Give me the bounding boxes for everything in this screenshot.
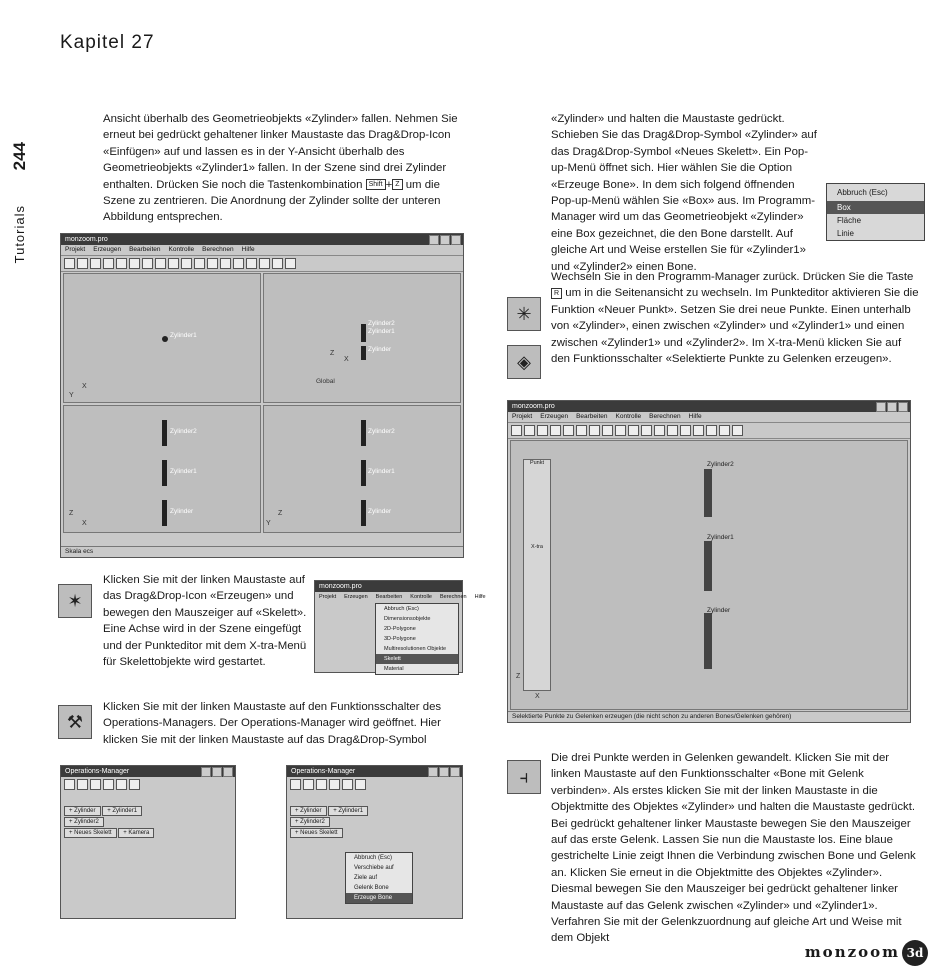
plus-sign: + [385,178,393,191]
label-global: Global [316,378,335,385]
label-zylinder: Zylinder [707,607,731,614]
tool-icon[interactable] [576,425,587,436]
bone-box [704,541,712,591]
tool-icon[interactable] [116,258,127,269]
menu-projekt[interactable]: Projekt [512,413,533,420]
menu-kontrolle[interactable]: Kontrolle [410,594,432,600]
menu-kontrolle[interactable]: Kontrolle [168,246,195,253]
axis-z: Z [278,510,283,517]
minimize-icon[interactable] [428,767,438,777]
menu-item[interactable]: Abbruch (Esc) [837,188,888,197]
viewport-bottom-right[interactable] [263,405,461,533]
left-paragraph-3: Klicken Sie mit der linken Maustaste auf den Funktionsschalter des Operations-Managers. Der Operations-Manager wird geöffnet. Hier klicken Sie mit der linken Maustaste auf das Drag&Drop-Symbol [103,701,442,746]
axis-x: X [535,693,540,700]
minimize-icon[interactable] [201,767,211,777]
cylinder-shape [361,460,366,486]
viewport-top-right[interactable] [263,273,461,403]
menu-item-erzeuge-bone[interactable]: Erzeuge Bone [346,893,412,903]
tool-icon[interactable] [602,425,613,436]
tool-icon[interactable] [628,425,639,436]
close-icon[interactable] [451,235,461,245]
tool-icon[interactable] [316,779,327,790]
tool-icon[interactable] [589,425,600,436]
axis-x: X [344,356,349,363]
tool-icon[interactable] [90,258,101,269]
label-zylinder: Zylinder [368,346,392,353]
cylinder-shape [162,460,167,486]
menu-hilfe[interactable]: Hilfe [474,594,486,600]
monzoom-logo [805,940,928,966]
menu-item[interactable]: Linie [837,229,854,238]
z-key-icon: Z [392,179,402,190]
menu-kontrolle[interactable]: Kontrolle [615,413,642,420]
menu-item[interactable]: Verschiebe auf [354,865,394,871]
tool-icon[interactable] [77,779,88,790]
toolbar [508,422,910,439]
dnd-neues-skelett[interactable]: + Neues Skelett [64,828,117,838]
window-titlebar [61,766,235,777]
menu-item[interactable]: Abbruch (Esc) [354,855,393,861]
menu-bar [61,245,463,255]
left-paragraph-2: Klicken Sie mit der linken Maustaste auf das Drag&Drop-Icon «Erzeugen» und bewegen den Mauszeiger auf «Skelett». Eine Achse wird in der Szene eingefügt und der Punkteditor mit dem X-tra-Menü für Skelettobjekte wird gestartet. [103,574,307,669]
tool-icon[interactable] [641,425,652,436]
status-bar: Selektierte Punkte zu Gelenken erzeugen (die nicht schon zu anderen Bones/Gelenken gehören) [508,711,910,722]
menu-erzeugen[interactable]: Erzeugen [344,594,368,600]
maximize-icon[interactable] [440,235,450,245]
tool-icon[interactable] [654,425,665,436]
label-zylinder2: Zylinder2 [170,428,197,435]
menu-projekt[interactable]: Projekt [319,594,337,600]
left-paragraph-1 [103,111,471,226]
menu-item[interactable]: 2D-Polygone [384,626,416,632]
right-paragraph-2 [551,269,921,367]
label-zylinder2: Zylinder2 [368,320,395,327]
opman-items [64,808,154,836]
label-zylinder: Zylinder [170,508,194,515]
tool-icon[interactable] [550,425,561,436]
label-zylinder1: Zylinder1 [368,328,395,335]
tool-icon[interactable] [155,258,166,269]
menu-item[interactable]: Gelenk Bone [354,885,389,891]
close-icon[interactable] [450,767,460,777]
tool-icon[interactable] [259,258,270,269]
minimize-icon[interactable] [429,235,439,245]
menu-bar [508,412,910,422]
window-titlebar [287,766,462,777]
tool-icon[interactable] [246,258,257,269]
axis-z: Z [516,673,521,680]
menu-item[interactable]: Fläche [837,216,862,225]
menu-item[interactable]: Abbruch (Esc) [384,606,419,612]
tool-icon[interactable] [181,258,192,269]
dnd-zylinder2[interactable]: + Zylinder2 [64,817,104,827]
label-zylinder2: Zylinder2 [368,428,395,435]
tool-icon[interactable] [693,425,704,436]
window-title: monzoom.pro [512,403,555,410]
tool-icon[interactable] [129,779,140,790]
section-label: Tutorials [12,205,27,264]
logo-text: monzoom [804,943,900,961]
logo-badge: 3d [902,940,928,966]
right-paragraph-2-end: um in die Seitenansicht zu wechseln. Im Punkteditor aktivieren Sie die Funktion «Neuer Punkt». Setzen Sie drei neue Punkte. Einen unterhalb von «Zylinder», einen zwischen «Zylinder» und «Zylinder1» und einen zwischen «Zylinder1» und «Zylinder2». Im X-tra-Menü klicken Sie auf den Funktionsschalter «Selektierte Punkte zu Gelenken erzeugen». [551,287,919,366]
operations-manager-window [60,765,236,919]
menu-item[interactable]: Multiresolutionen Objekte [384,646,447,652]
neuer-punkt-icon: ✳ [507,297,541,331]
monzoom-window-4views [60,233,464,558]
dnd-zylinder[interactable]: + Zylinder [290,806,327,816]
tool-icon[interactable] [64,258,75,269]
window-title: Operations-Manager [65,768,130,775]
window-title: Operations-Manager [291,768,356,775]
menu-bearbeiten[interactable]: Bearbeiten [129,246,161,253]
minimize-icon[interactable] [876,402,886,412]
maximize-icon[interactable] [212,767,222,777]
label-zylinder1: Zylinder1 [707,534,734,541]
cylinder-shape [361,420,366,446]
cylinder-shape [361,324,366,342]
left-paragraph-1-text: Ansicht überhalb des Geometrieobjekts «Zylinder» fallen. Nehmen Sie erneut bei gedrückt gehaltener linker Maustaste das Drag&Drop-Icon «Einfügen» auf und lassen es in der Y-Ansicht überhalb des Geometrieobjekts «Zylinder1» fallen. In der Szene sind drei Zylinder enthalten. Drücken Sie noch die Tastenkombination [103,113,458,191]
menu-item-skelett[interactable]: Skelett [376,654,458,664]
tool-icon[interactable] [129,258,140,269]
menu-item-box[interactable]: Box [827,201,924,214]
right-paragraph-1: «Zylinder» und halten die Maustaste gedrückt. Schieben Sie das Drag&Drop-Symbol «Zylinder» auf das Drag&Drop-Symbol «Neues Skelett». Ein Pop-up-Menü öffnet sich. Hier wählen Sie die Option «Erzeuge Bone». In dem sich folgend öffnenden Pop-up-Menü wählen Sie «Box» aus. Im Programm-Manager wird um das Geometrieobjekt «Zylinder» eine Box gezeichnet, die den Bone darstellt. Auf gleiche Art und Weise erstellen Sie für «Zylinder1» und «Zylinder2» einen Bone. [551,113,817,273]
window-title: monzoom.pro [319,583,362,590]
maximize-icon[interactable] [887,402,897,412]
dnd-neues-skelett[interactable]: + Neues Skelett [290,828,343,838]
left-paragraph-1-end: um die Szene zu zentrieren. Die Anordnung der Zylinder sollte der unteren Abbildung entsprechen. [103,178,441,224]
menu-item[interactable]: Material [384,666,404,672]
tool-icon[interactable] [563,425,574,436]
tool-icon[interactable] [207,258,218,269]
axis-y: Y [266,520,271,527]
menu-projekt[interactable]: Projekt [65,246,86,253]
erzeugen-menu-window [314,580,486,673]
shift-key-icon: Shift [366,179,386,190]
label-zylinder1: Zylinder1 [368,468,395,475]
status-bar: Skala ecs [61,546,463,557]
cylinder-shape [162,420,167,446]
menu-item[interactable]: Ziele auf [354,875,378,881]
menu-hilfe[interactable]: Hilfe [241,246,255,253]
operations-manager-icon: ⚒ [58,705,92,739]
tool-icon[interactable] [667,425,678,436]
axis-z: Z [69,510,74,517]
axis-x: X [82,383,87,390]
tool-icon[interactable] [511,425,522,436]
tool-icon[interactable] [220,258,231,269]
dnd-zylinder1[interactable]: + Zylinder1 [102,806,142,816]
cylinder-shape [361,500,366,526]
menu-erzeugen[interactable]: Erzeugen [93,246,122,253]
close-icon[interactable] [898,402,908,412]
punkteditor-toolbar [523,459,551,691]
tool-icon[interactable] [142,258,153,269]
tool-icon[interactable] [355,779,366,790]
tool-icon[interactable] [615,425,626,436]
xtra-label: X-tra [531,544,543,550]
tool-icon[interactable] [77,258,88,269]
menu-berechnen[interactable]: Berechnen [649,413,681,420]
toolbar [61,255,463,272]
menu-berechnen[interactable]: Berechnen [202,246,234,253]
bone-box [704,469,712,517]
monzoom-window-side-view [507,400,911,723]
tool-icon[interactable] [103,258,114,269]
opman-popup-menu [345,852,413,904]
right-paragraph-3: Die drei Punkte werden in Gelenken gewandelt. Klicken Sie mit der linken Maustaste auf den Funktionsschalter «Bone mit Gelenk verbinden». Als erstes klicken Sie mit der linken Maustaste in die Objektmitte des Objektes «Zylinder» und halten die Maustaste gedrückt. Bei gedrückt gehaltener linker Maustaste bewegen Sie den Mauszeiger auf das erste Gelenk. Lassen Sie nun die Maustaste los. Eine blaue gestrichelte Linie zeigt Ihnen die Verbindung zwischen Bone und Gelenk an. Klicken Sie erneut in die Objektmitte des Objektes «Zylinder». Diesmal bewegen Sie den Mauszeiger bei gedrückt gehaltener linker Maustaste auf das Gelenk zwischen «Zylinder» und «Zylinder1». Verfahren Sie mit der Gelenkzuordnung auf gleiche Art und Weise mit dem Objekt [551,752,916,945]
bone-gelenk-verbinden-icon: ⫞ [507,760,541,794]
r-key-icon: R [551,288,562,299]
menu-berechnen[interactable]: Berechnen [440,594,467,600]
cylinder-dot [162,336,168,342]
dnd-zylinder[interactable]: + Zylinder [64,806,101,816]
tool-icon[interactable] [103,779,114,790]
window-titlebar [61,234,463,245]
tool-icon[interactable] [90,779,101,790]
menu-item[interactable]: 3D-Polygone [384,636,416,642]
tool-icon[interactable] [290,779,301,790]
label-zylinder2: Zylinder2 [707,461,734,468]
window-titlebar [315,581,462,592]
punkt-label: Punkt [529,460,545,466]
label-zylinder: Zylinder [368,508,392,515]
punkte-zu-gelenken-icon: ◈ [507,345,541,379]
bone-box [704,613,712,669]
tool-icon[interactable] [194,258,205,269]
cylinder-shape [361,346,366,360]
axis-z: Z [330,350,335,357]
page-number: 244 [10,142,29,171]
opman-items [290,808,368,836]
right-paragraph-2-text: Wechseln Sie in den Programm-Manager zurück. Drücken Sie die Taste [551,271,914,283]
menu-bar [315,592,486,602]
tool-icon[interactable] [64,779,75,790]
menu-bearbeiten[interactable]: Bearbeiten [576,413,608,420]
window-title: monzoom.pro [65,236,108,243]
tool-icon[interactable] [233,258,244,269]
operations-manager-window-popup [286,765,463,919]
viewport-top-left[interactable] [63,273,261,403]
menu-erzeugen[interactable]: Erzeugen [540,413,569,420]
tool-icon[interactable] [706,425,717,436]
erzeugen-wand-icon: ✶ [58,584,92,618]
close-icon[interactable] [223,767,233,777]
tool-icon[interactable] [719,425,730,436]
menu-hilfe[interactable]: Hilfe [688,413,702,420]
label-zylinder1: Zylinder1 [170,332,197,339]
tool-icon[interactable] [272,258,283,269]
maximize-icon[interactable] [439,767,449,777]
viewport-bottom-left[interactable] [63,405,261,533]
tool-icon[interactable] [168,258,179,269]
axis-x: X [82,520,87,527]
tool-icon[interactable] [342,779,353,790]
tool-icon[interactable] [329,779,340,790]
menu-bearbeiten[interactable]: Bearbeiten [375,594,403,600]
dnd-kamera[interactable]: + Kamera [118,828,154,838]
tool-icon[interactable] [732,425,743,436]
viewport-side[interactable] [510,440,908,710]
menu-item[interactable]: Dimensionsobjekte [384,616,431,622]
tool-icon[interactable] [524,425,535,436]
tool-icon[interactable] [116,779,127,790]
cylinder-shape [162,500,167,526]
axis-y: Y [69,392,74,399]
label-zylinder1: Zylinder1 [170,468,197,475]
chapter-title: Kapitel 27 [60,32,155,53]
tool-icon[interactable] [537,425,548,436]
box-popup-menu [826,183,925,241]
tool-icon[interactable] [285,258,296,269]
dnd-zylinder1[interactable]: + Zylinder1 [328,806,368,816]
window-titlebar [508,401,910,412]
erzeugen-dropdown [375,603,459,675]
dnd-zylinder2[interactable]: + Zylinder2 [290,817,330,827]
tool-icon[interactable] [303,779,314,790]
tool-icon[interactable] [680,425,691,436]
